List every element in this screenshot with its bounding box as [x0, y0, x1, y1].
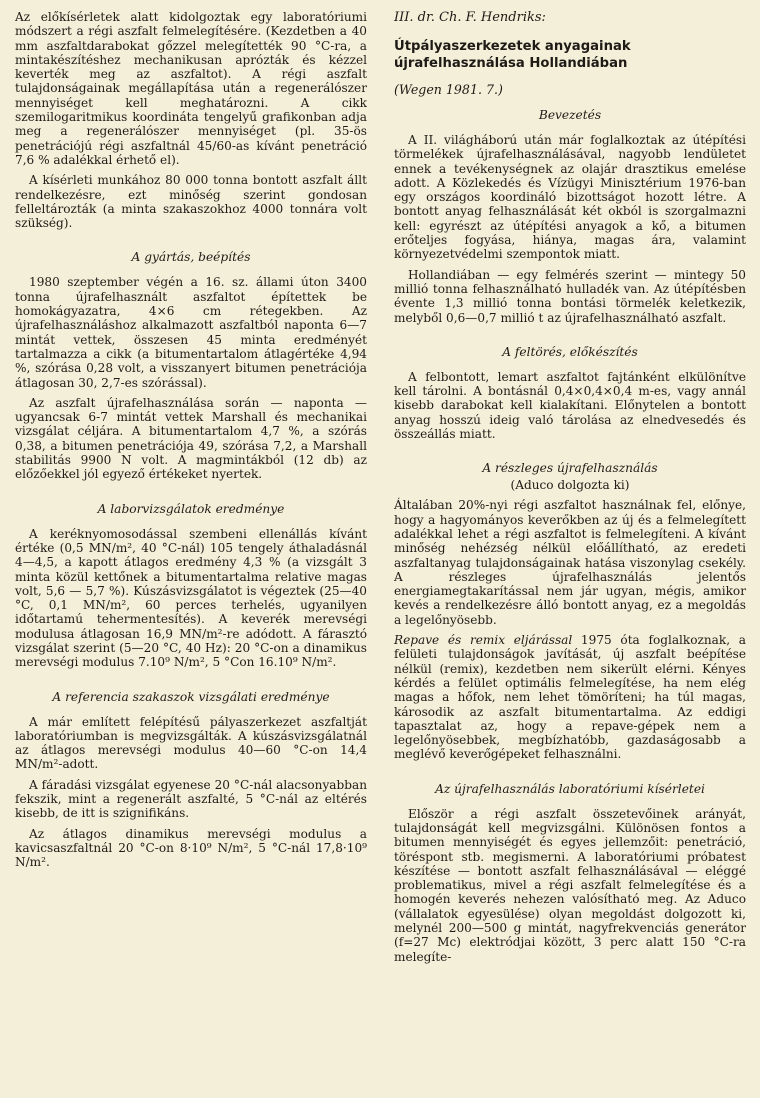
article-source: (Wegen 1981. 7.) [394, 82, 503, 97]
left-column [15, 10, 367, 876]
paragraph: A kísérleti munkához 80 000 tonna bontott aszfalt állt rendelkezésre, ezt minőség szerint gondosan felleltározták (a minta szakaszokhoz 4000 tonnára volt szükség). [15, 173, 367, 231]
section-heading: A laborvizsgálatok eredménye [97, 501, 285, 516]
paragraph: Az előkísérletek alatt kidolgoztak egy laboratóriumi módszert a régi aszfalt felmelegítésére. (Kezdetben a 40 mm aszfaltdarabokat gőzzel melegítették 90 °C-ra, a mintakészítéshez mechanikusan aprózták és kézzel keverték meg az aszfaltot). A régi aszfalt tulajdonságainak megállapítása után a regenerálószer mennyiséget kell meghatározni. A cikk szemilogaritmikus koordináta tengelyű grafikonban adja meg a regenerálószer mennyiséget (pl. 35-ös penetrációjú régi aszfaltnál 45/60-as kívánt penetráció 7,6 % adalékkal érhető el). [15, 10, 367, 167]
article-title: Útpályaszerkezetek anyagainak újrafelhasználása Hollandiában [394, 39, 631, 71]
paragraph: A fáradási vizsgálat egyenese 20 °C-nál alacsonyabban fekszik, mint a regenerált aszfalté, 5 °C-nál az eltérés kisebb, de itt is szignifikáns. [15, 777, 367, 821]
section-heading: A feltörés, előkészítés [502, 344, 638, 359]
section-subheading: (Aduco dolgozta ki) [510, 478, 630, 493]
section-heading: A részleges újrafelhasználás [482, 461, 658, 476]
paragraph: Általában 20%-nyi régi aszfaltot használnak fel, előnye, hogy a hagyományos keverőkben az új és a felmelegített adalékkal lehet a régi aszfaltot is felmelegíteni. A kívánt minőség nehézség nélkül előállítható, az eredeti aszfaltanyag tulajdonságainak hatása viszonylag csekély. A részleges újrafelhasználás jelentős energiamegtakarítással nem jár ugyan, mégis, amikor kevés a rendelkezésre álló bontott anyag, ez a megoldás a legelőnyösebb. [394, 498, 746, 627]
paragraph: A már említett felépítésű pályaszerkezet aszfaltját laboratóriumban is megvizsgálták. A kúszásvizsgálatnál az átlagos merevségi modulus 40—60 °C-on 14,4 MN/m²-adott. [15, 714, 367, 772]
paragraph: Először a régi aszfalt összetevőinek arányát, tulajdonságát kell megvizsgálni. Különösen fontos a bitumen mennyiségét és egyes jellemzőit: penetráció, töréspont stb. megismerni. A laboratóriumi próbatest készítése — bontott aszfalt felhasználásával — eléggé problematikus, mivel a régi aszfalt felmelegítése és a homogén keverés nehezen valósítható meg. Az Aduco (vállalatok egyesülése) olyan megoldást dolgozott ki, melynél 200—500 g mintát, nagyfrekvenciás generátor (f=27 Mc) elektródjai között, 3 perc alatt 150 °C-ra melegíte- [394, 806, 746, 964]
paragraph-text: 1975 óta foglalkoznak, a felületi tulajdonságok javítását, új aszfalt beépítése nélkül (remix), kezdetben nem sikerült elérni. Kényes kérdés a felület optimális felmelegítése, ha nem elég magas a hőfok, nem lehet tömöríteni; ha túl magas, károsodik az aszfalt bitumentartalma. Az eddigi tapasztalat az, hogy a repave-gépek nem a legelőnyösebbek, megbízhatóbb, gazdaságosabb a meglévő keverőgépeket felhasználni. [394, 633, 746, 762]
section-heading: Az újrafelhasználás laboratóriumi kísérletei [435, 781, 705, 796]
right-column [394, 10, 746, 970]
paragraph: A keréknyomosodással szembeni ellenállás kívánt értéke (0,5 MN/m², 40 °C-nál) 105 tengely áthaladásnál 4—4,5, a kapott átlagos eredmény 4,3 % (a vizsgált 3 minta közül kettőnek a bitumentartalma relative magas volt, 5,6 — 5,7 %). Kúszásvizsgálatot is végeztek (25—40 °C, 0,1 MN/m², 60 perces terhelés, ugyanilyen időtartamú tehermentesítés). A keverék merevségi modulusa átlagosan 16,9 MN/m²-re adódott. A fárasztó vizsgálat szerint (5—20 °C, 40 Hz): 20 °C-on a dinamikus merevségi modulus 7.10⁹ N/m², 5 °Con 16.10⁹ N/m². [15, 526, 367, 670]
run-in-heading: Repave és remix eljárással [394, 633, 573, 648]
paragraph: Az átlagos dinamikus merevségi modulus a kavicsaszfaltnál 20 °C-on 8·10⁹ N/m², 5 °C-nál 17,8·10⁹ N/m². [15, 826, 367, 870]
paragraph: A II. világháború után már foglalkoztak az útépítési törmelékek újrafelhasználásával, nagyobb lendületet ennek a tevékenységnek az olajár drasztikus emelése adott. A Közlekedés és Vízügyi Minisztérium 1976-ban egy országos koordináló bizottságot hozott létre. A bontott anyag felhasználását két okból is szorgalmazni kell: egyrészt az útépítési anyagok a kő, a bitumen erőteljes fogyása, hiánya, magas ára, valamint környezetvédelmi szempontok miatt. [394, 133, 746, 262]
paragraph: A felbontott, lemart aszfaltot fajtánként elkülönítve kell tárolni. A bontásnál 0,4×0,4×0,4 m-es, vagy annál kisebb darabokat kell kialakítani. Előnytelen a bontott anyag hosszú ideig való tárolása az elnedvesedés és összeállás miatt. [394, 369, 746, 442]
section-heading: A referencia szakaszok vizsgálati eredménye [52, 689, 330, 704]
section-heading: A gyártás, beépítés [131, 250, 251, 265]
paragraph: Az aszfalt újrafelhasználása során — naponta — ugyancsak 6-7 mintát vettek Marshall és mechanikai vizsgálat céljára. A bitumentartalom 4,7 %, a szórás 0,38, a bitumen penetrációja 49, szórása 7,2, a Marshall stabilitás 9900 N volt. A magmintákból (12 db) az előzőekkel jól egyező értékeket nyertek. [15, 395, 367, 482]
paragraph [394, 633, 746, 762]
section-heading: Bevezetés [538, 108, 602, 122]
paragraph: Hollandiában — egy felmérés szerint — mintegy 50 millió tonna felhasználható hulladék van. Az útépítésben évente 1,3 millió tonna bontási törmelék keletkezik, melyből 0,6—0,7 millió t az újrafelhasználható aszfalt. [394, 267, 746, 325]
article-author: III. dr. Ch. F. Hendriks: [394, 10, 546, 25]
paragraph: 1980 szeptember végén a 16. sz. állami úton 3400 tonna újrafelhasznált aszfaltot építettek be homokágyazatra, 4×6 cm rétegekben. Az újrafelhasználáshoz alkalmazott aszfaltból naponta 6—7 mintát vettek, összesen 45 minta eredményét tartalmazza a cikk (a bitumentartalom átlagértéke 4,94 %, szórása 0,28 volt, a visszanyert bitumen penetrációja átlagosan 30, 2,7-es szórással). [15, 275, 367, 390]
